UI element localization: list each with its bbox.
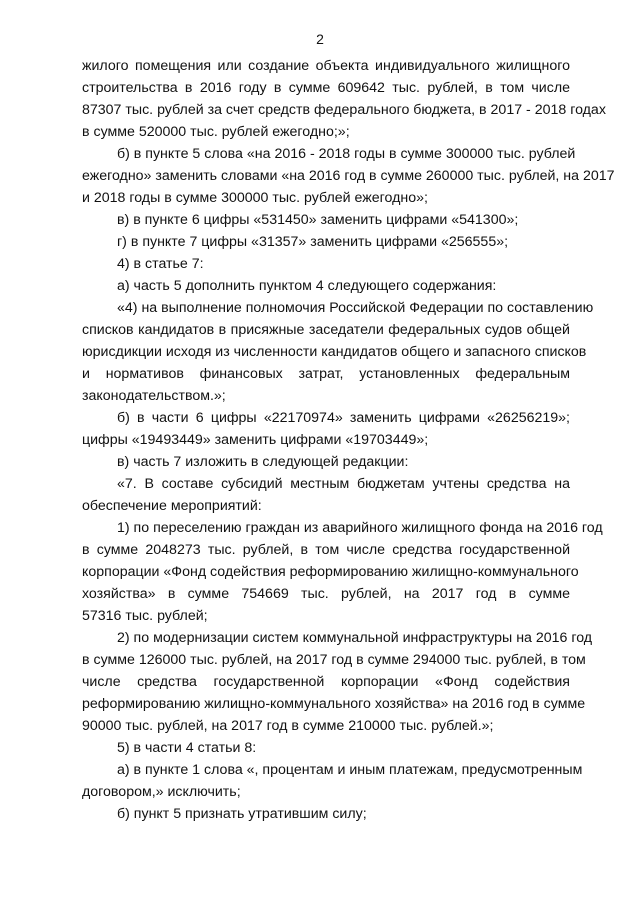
text-line: цифры «19493449» заменить цифрами «19703449»; <box>82 432 429 448</box>
text-line: в) часть 7 изложить в следующей редакции: <box>117 454 409 470</box>
text-line: а) часть 5 дополнить пунктом 4 следующего содержания: <box>117 278 497 294</box>
text-line: 1) по переселению граждан из аварийного жилищного фонда на 2016 год <box>117 520 603 536</box>
text-line: списков кандидатов в присяжные заседатели федеральных судов общей <box>82 322 570 338</box>
text-line: числе средства государственной корпорации «Фонд содействия <box>82 674 570 690</box>
text-line: законодательством.»; <box>82 388 226 404</box>
document-body <box>82 55 615 825</box>
text-line: г) в пункте 7 цифры «31357» заменить цифрами «256555»; <box>117 234 509 250</box>
text-line: договором,» исключить; <box>82 784 241 800</box>
text-line: 5) в части 4 статьи 8: <box>117 740 257 756</box>
text-line: «4) на выполнение полномочия Российской Федерации по составлению <box>117 300 594 316</box>
text-line: в сумме 520000 тыс. рублей ежегодно;»; <box>82 124 350 140</box>
text-line: ежегодно» заменить словами «на 2016 год в сумме 260000 тыс. рублей, на 2017 <box>82 168 615 184</box>
text-line: б) пункт 5 признать утратившим силу; <box>117 806 367 822</box>
text-line: 57316 тыс. рублей; <box>82 608 208 624</box>
text-line: хозяйства» в сумме 754669 тыс. рублей, на 2017 год в сумме <box>82 586 570 602</box>
text-line: 2) по модернизации систем коммунальной инфраструктуры на 2016 год <box>117 630 593 646</box>
page-number: 2 <box>316 31 324 47</box>
text-line: в) в пункте 6 цифры «531450» заменить цифрами «541300»; <box>117 212 519 228</box>
text-line: б) в пункте 5 слова «на 2016 - 2018 годы в сумме 300000 тыс. рублей <box>117 146 576 162</box>
text-line: 4) в статье 7: <box>117 256 204 272</box>
text-line: 90000 тыс. рублей, на 2017 год в сумме 210000 тыс. рублей.»; <box>82 718 494 734</box>
text-line: жилого помещения или создание объекта индивидуального жилищного <box>82 58 570 74</box>
text-line: корпорации «Фонд содействия реформированию жилищно-коммунального <box>82 564 579 580</box>
text-line: а) в пункте 1 слова «, процентам и иным платежам, предусмотренным <box>117 762 583 778</box>
text-line: строительства в 2016 году в сумме 609642 тыс. рублей, в том числе <box>82 80 570 96</box>
text-line: в сумме 2048273 тыс. рублей, в том числе средства государственной <box>82 542 570 558</box>
text-line: в сумме 126000 тыс. рублей, на 2017 год в сумме 294000 тыс. рублей, в том <box>82 652 586 668</box>
text-line: «7. В составе субсидий местным бюджетам учтены средства на <box>117 476 570 492</box>
text-line: реформированию жилищно-коммунального хозяйства» на 2016 год в сумме <box>82 696 586 712</box>
text-line: юрисдикции исходя из численности кандидатов общего и запасного списков <box>82 344 587 360</box>
text-line: и 2018 годы в сумме 300000 тыс. рублей ежегодно»; <box>82 190 428 206</box>
text-line: и нормативов финансовых затрат, установленных федеральным <box>82 366 570 382</box>
text-line: б) в части 6 цифры «22170974» заменить цифрами «26256219»; <box>117 410 570 426</box>
text-line: 87307 тыс. рублей за счет средств федерального бюджета, в 2017 - 2018 годах <box>82 102 606 118</box>
text-line: обеспечение мероприятий: <box>82 498 262 514</box>
